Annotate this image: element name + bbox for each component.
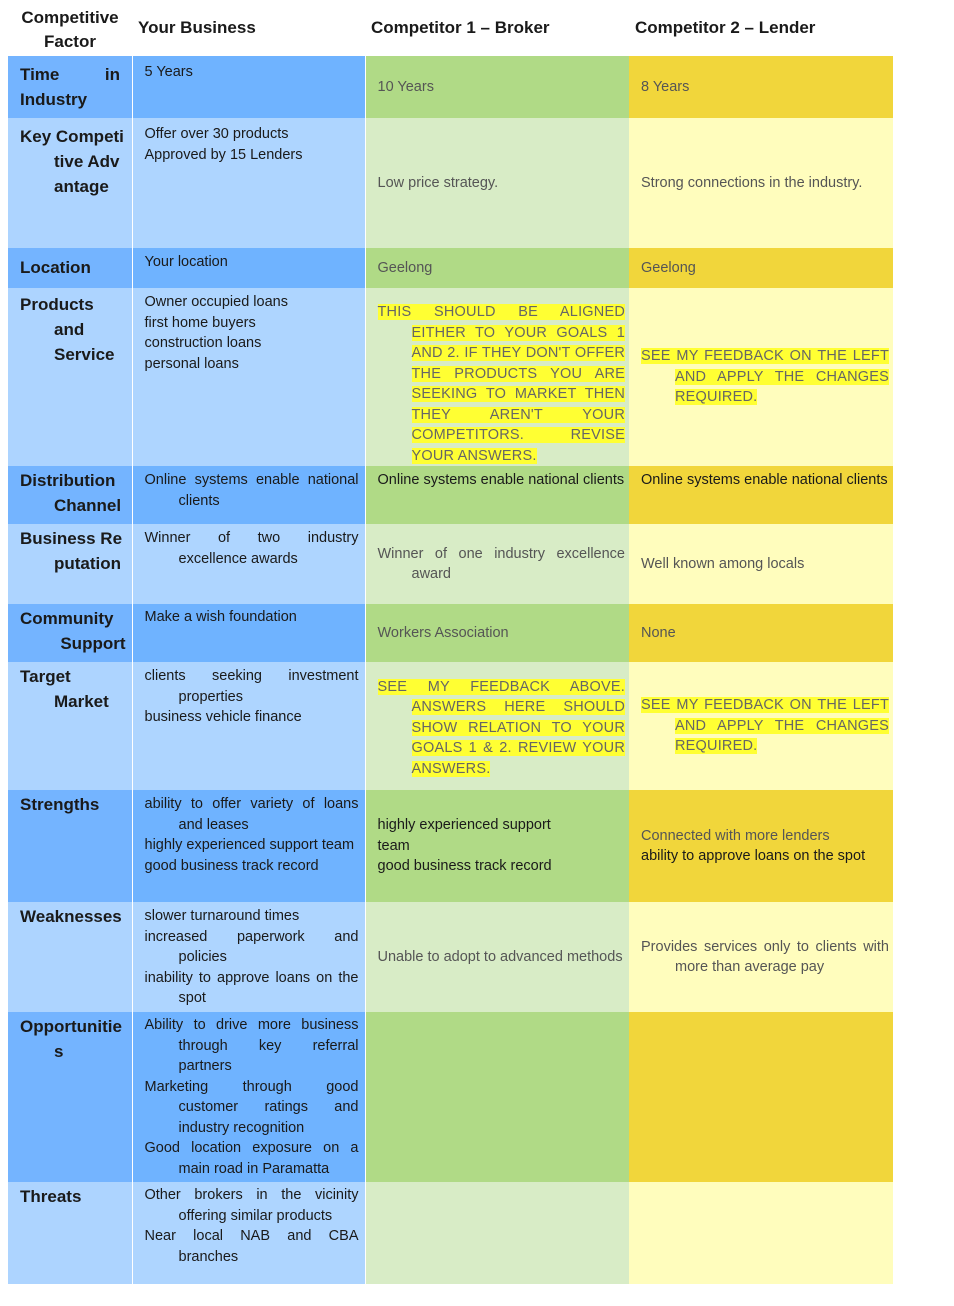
- business-line: highly experienced support team: [144, 837, 355, 853]
- factor-cell: [8, 524, 132, 604]
- factor-label: Location: [20, 258, 91, 277]
- business-cell: [132, 662, 365, 790]
- business-line: Other brokers in the vicinity offering similar products: [144, 1187, 359, 1224]
- competitor2-cell: [629, 790, 893, 902]
- competitor2-cell: [629, 248, 893, 288]
- competitor1-cell: [365, 248, 629, 288]
- row-location: [8, 248, 893, 288]
- business-line: construction loans: [144, 335, 262, 351]
- business-line: first home buyers: [144, 314, 256, 331]
- factor-label: Business Reputation: [20, 529, 123, 573]
- factor-cell: [8, 604, 132, 662]
- factor-cell: [8, 56, 132, 118]
- row-opportunities: [8, 1012, 893, 1182]
- business-line: Good location exposure on a main road in Paramatta: [144, 1140, 359, 1177]
- factor-cell: [8, 466, 132, 524]
- business-cell: [132, 466, 365, 524]
- competitor2-text: Online systems enable national clients: [641, 472, 888, 488]
- competitor2-text: Well known among locals: [641, 555, 805, 572]
- competitor2-text: 8 Years: [641, 78, 690, 95]
- competitor1-cell: [365, 524, 629, 604]
- competitor1-text: Online systems enable national clients: [377, 472, 625, 488]
- business-cell: [132, 1182, 365, 1284]
- competitor1-cell: [365, 288, 629, 466]
- factor-cell: [8, 1182, 132, 1284]
- factor-cell: [8, 118, 132, 248]
- factor-cell: [8, 248, 132, 288]
- row-weaknesses: [8, 902, 893, 1012]
- feedback-highlight: THIS SHOULD BE ALIGNED EITHER TO YOUR GOALS 1 AND 2. IF THEY DON'T OFFER THE PRODUCTS YOU ARE SEEKING TO MARKET THEN THEY AREN'T YOUR COMPETITORS. REVISE YOUR ANSWERS.: [377, 304, 625, 464]
- competitor1-cell: [365, 790, 629, 902]
- business-cell: [132, 1012, 365, 1182]
- business-cell: [132, 790, 365, 902]
- feedback-highlight: SEE MY FEEDBACK ON THE LEFT AND APPLY THE CHANGES REQUIRED.: [641, 348, 889, 406]
- business-line: Make a wish foundation: [144, 609, 297, 625]
- competitor2-cell: [629, 662, 893, 790]
- header-competitor-1: Competitor 1 – Broker: [365, 2, 629, 56]
- factor-cell: [8, 902, 132, 1012]
- competitor1-cell: [365, 604, 629, 662]
- competitor2-text: Strong connections in the industry.: [641, 174, 863, 191]
- competitor2-cell: [629, 1012, 893, 1182]
- row-target-market: [8, 662, 893, 790]
- header-competitor-2: Competitor 2 – Lender: [629, 2, 893, 56]
- factor-label: Opportunities: [20, 1017, 122, 1061]
- competitor2-cell: [629, 118, 893, 248]
- competitor1-cell: [365, 118, 629, 248]
- business-cell: [132, 56, 365, 118]
- header-row: [8, 2, 893, 56]
- business-line: Winner of two industry excellence awards: [144, 530, 359, 567]
- factor-label: Products and Service: [20, 295, 115, 364]
- business-line: Owner occupied loans: [144, 294, 288, 310]
- business-line: slower turnaround times: [144, 908, 300, 924]
- business-line: ability to offer variety of loans and leases: [144, 796, 359, 833]
- business-cell: [132, 118, 365, 248]
- competitor2-text: Provides services only to clients with more than average pay: [641, 938, 889, 975]
- business-line: business vehicle finance: [144, 709, 302, 725]
- competitor1-text: 10 Years: [377, 78, 434, 95]
- factor-label: Distribution Channel: [20, 471, 122, 515]
- factor-label: Time in Industry: [20, 65, 120, 109]
- row-community-support: [8, 604, 893, 662]
- factor-label: Weaknesses: [20, 907, 122, 926]
- competitor1-line: good business track record: [377, 858, 552, 875]
- competitor1-cell: [365, 662, 629, 790]
- business-line: good business track record: [144, 857, 319, 874]
- competitor1-line: highly experienced support team: [377, 817, 551, 854]
- competitor2-text: None: [641, 624, 676, 641]
- feedback-highlight: SEE MY FEEDBACK ABOVE. ANSWERS HERE SHOULD SHOW RELATION TO YOUR GOALS 1 & 2. REVIEW YOUR ANSWERS.: [377, 678, 625, 777]
- business-line: Approved by 15 Lenders: [144, 146, 303, 163]
- factor-cell: [8, 288, 132, 466]
- competitor2-text: Geelong: [641, 259, 696, 276]
- feedback-highlight: SEE MY FEEDBACK ON THE LEFT AND APPLY THE CHANGES REQUIRED.: [641, 697, 889, 755]
- business-line: inability to approve loans on the spot: [144, 969, 359, 1006]
- competitor1-text: Geelong: [377, 259, 433, 276]
- business-line: Offer over 30 products: [144, 126, 289, 142]
- competitor1-cell: [365, 902, 629, 1012]
- factor-label: Community Support: [20, 609, 126, 653]
- competitor1-text: Low price strategy.: [377, 174, 499, 191]
- competitor2-cell: [629, 1182, 893, 1284]
- row-key-competitive-advantage: [8, 118, 893, 248]
- competitive-analysis-table: [8, 2, 894, 1284]
- business-line: Your location: [144, 254, 228, 270]
- competitor1-cell: [365, 56, 629, 118]
- business-cell: [132, 288, 365, 466]
- competitor1-text: Workers Association: [377, 624, 509, 641]
- factor-cell: [8, 790, 132, 902]
- business-cell: [132, 248, 365, 288]
- competitor1-cell: [365, 1182, 629, 1284]
- factor-label: Target Market: [20, 667, 109, 711]
- row-time-in-industry: [8, 56, 893, 118]
- business-line: increased paperwork and policies: [144, 928, 359, 965]
- row-business-reputation: [8, 524, 893, 604]
- business-line: clients seeking investment properties: [144, 668, 359, 705]
- business-line: Online systems enable national clients: [144, 472, 359, 509]
- business-line: Marketing through good customer ratings and industry recognition: [144, 1078, 359, 1136]
- competitor1-text: Winner of one industry excellence award: [377, 545, 625, 582]
- factor-label: Strengths: [20, 795, 100, 814]
- row-strengths: [8, 790, 893, 902]
- factor-cell: [8, 662, 132, 790]
- row-products-and-service: [8, 288, 893, 466]
- factor-label: Threats: [20, 1187, 82, 1206]
- competitor1-text: Unable to adopt to advanced methods: [377, 948, 623, 965]
- business-line: Ability to drive more business through key referral partners: [144, 1017, 359, 1074]
- business-cell: [132, 524, 365, 604]
- business-line: personal loans: [144, 355, 239, 372]
- competitor2-line: ability to approve loans on the spot: [641, 848, 866, 864]
- competitor2-cell: [629, 56, 893, 118]
- business-line: 5 Years: [144, 64, 193, 80]
- competitor2-cell: [629, 524, 893, 604]
- competitor2-cell: [629, 288, 893, 466]
- header-factor: Competitive Factor: [8, 2, 132, 56]
- competitor2-cell: [629, 466, 893, 524]
- business-cell: [132, 902, 365, 1012]
- business-cell: [132, 604, 365, 662]
- competitor1-cell: [365, 466, 629, 524]
- row-distribution-channel: [8, 466, 893, 524]
- competitor2-cell: [629, 604, 893, 662]
- row-threats: [8, 1182, 893, 1284]
- factor-label: Key Competitive Advantage: [20, 127, 124, 196]
- competitor2-cell: [629, 902, 893, 1012]
- competitor2-line: Connected with more lenders: [641, 827, 830, 844]
- business-line: Near local NAB and CBA branches: [144, 1228, 359, 1265]
- competitor1-cell: [365, 1012, 629, 1182]
- factor-cell: [8, 1012, 132, 1182]
- header-your-business: Your Business: [132, 2, 365, 56]
